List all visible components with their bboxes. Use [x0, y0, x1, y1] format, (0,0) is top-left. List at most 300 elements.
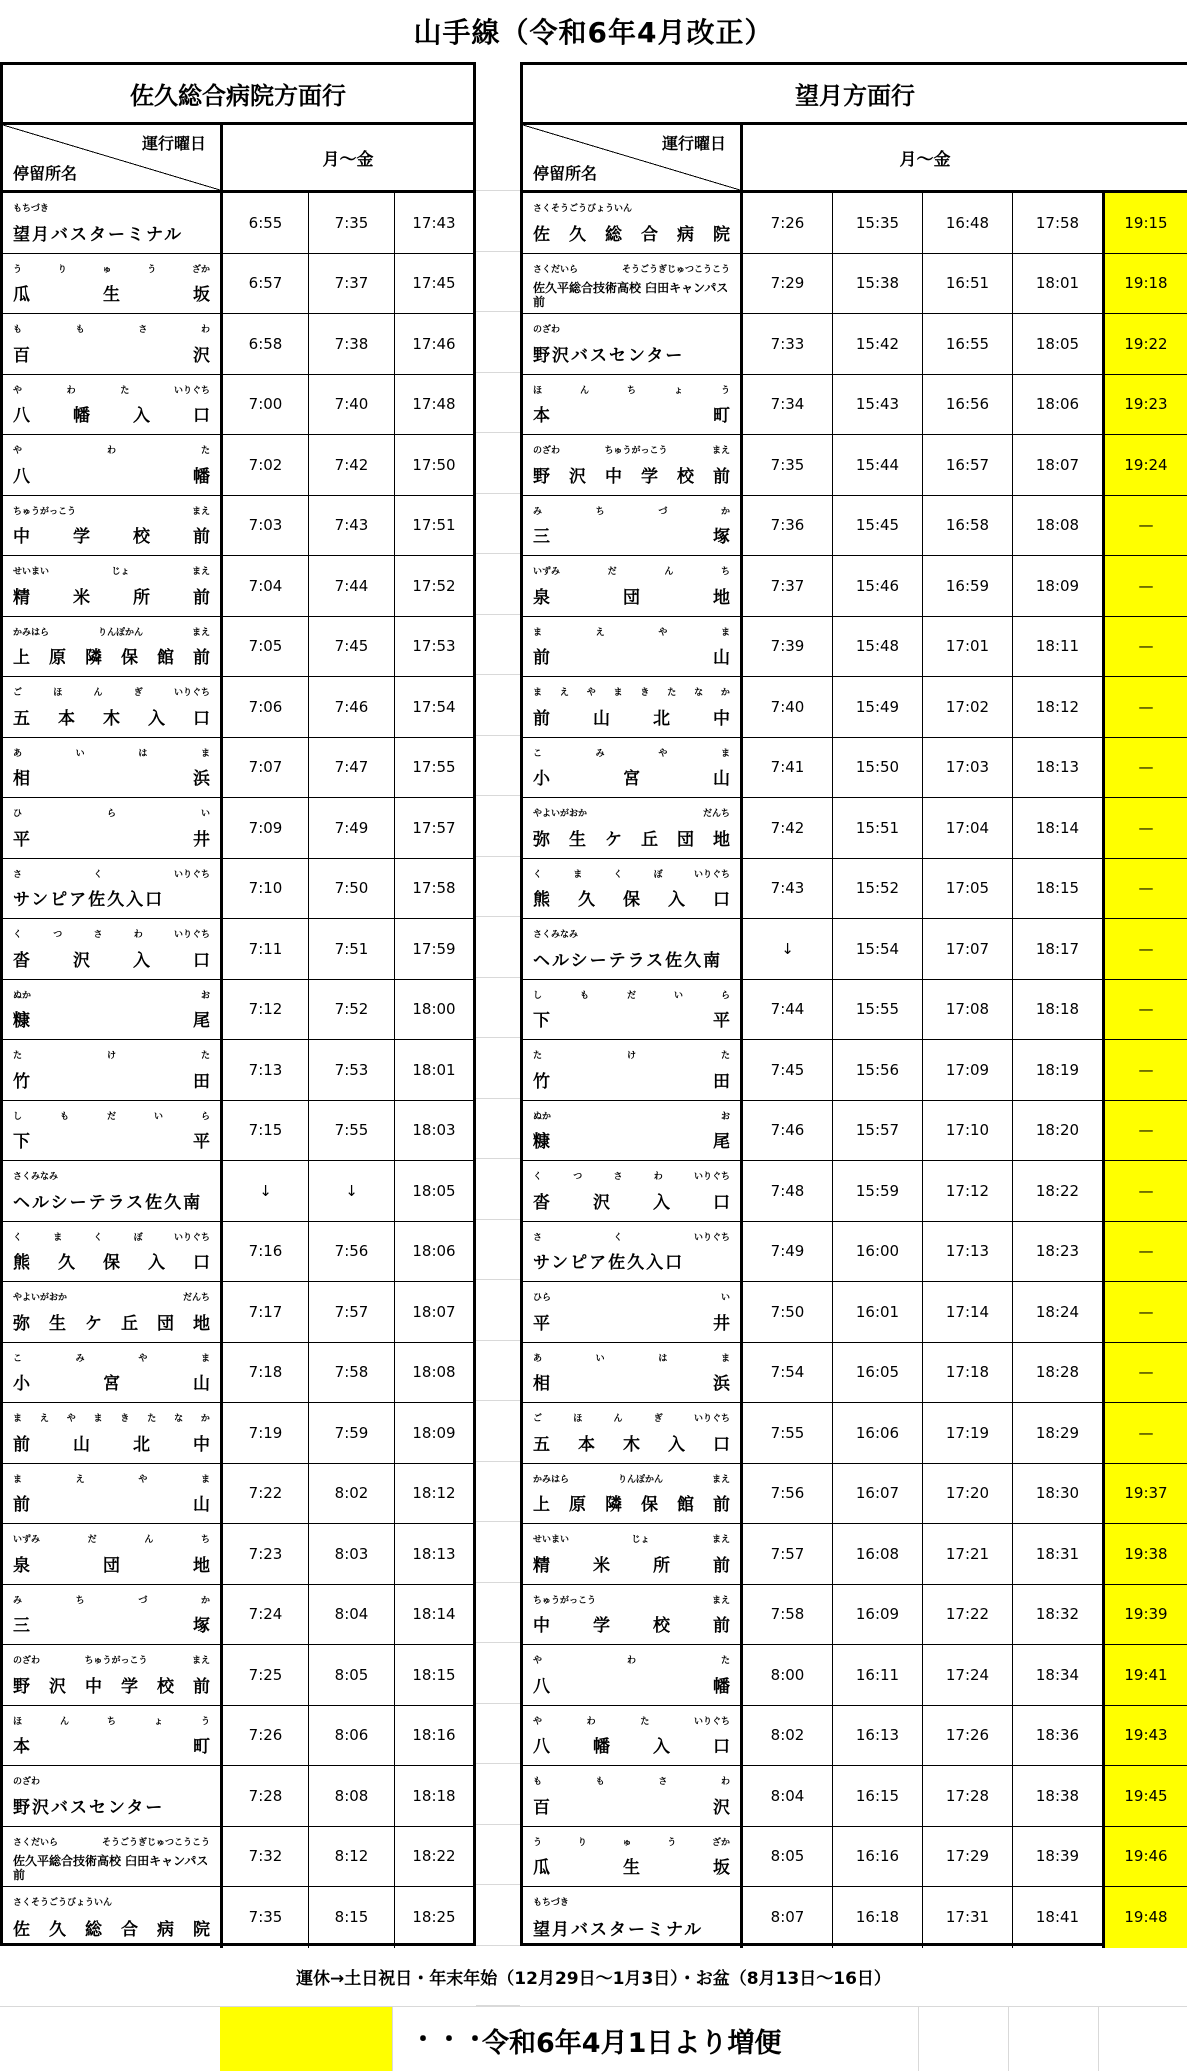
departure-time: 7:17: [223, 1282, 309, 1342]
table-row: [523, 435, 1187, 496]
stop-cell: [523, 1706, 743, 1766]
stop-reading: や わ た いりぐち: [13, 385, 210, 396]
stop-cell: [3, 375, 223, 435]
departure-time: 16:07: [833, 1464, 923, 1524]
departure-time: 18:07: [1013, 435, 1103, 495]
departure-time: 16:58: [923, 496, 1013, 556]
stop-name: 竹 田: [533, 1071, 730, 1092]
legend-text: 令和6年4月1日より増便: [482, 2028, 782, 2059]
stop-cell: [3, 254, 223, 314]
departure-time: 7:02: [223, 435, 309, 495]
departure-time: 17:43: [412, 213, 456, 232]
stop-cell: [3, 556, 223, 616]
departure-time: 15:57: [833, 1101, 923, 1161]
stop-reading: ご ほ ん ぎ いりぐち: [533, 1414, 730, 1424]
stop-cell: [3, 980, 223, 1040]
stop-reading: く ま く ぼ いりぐち: [13, 1232, 210, 1243]
stop-reading: や わ た いりぐち: [533, 1716, 730, 1727]
stop-reading: いずみ だ ん ち: [533, 567, 730, 577]
stop-reading: し も だ い ら: [13, 1111, 210, 1122]
table-row: [3, 1645, 473, 1706]
departure-time: 18:19: [1013, 1040, 1103, 1100]
table-row: [3, 1827, 473, 1888]
departure-time: 7:16: [223, 1222, 309, 1282]
table-row: [3, 980, 473, 1041]
stop-name: 中 学 校 前: [533, 1616, 730, 1636]
departure-time: 7:07: [223, 738, 309, 798]
departure-time: 8:02: [309, 1464, 395, 1524]
departure-time: 15:51: [833, 798, 923, 858]
departure-time: 18:22: [412, 1847, 456, 1866]
departure-time: 19:15: [1103, 193, 1187, 253]
stop-name: 精 米 所 前: [533, 1555, 730, 1576]
table-row: [3, 617, 473, 678]
table-row: [523, 677, 1187, 738]
corner-header: [3, 125, 223, 190]
stop-reading: ご ほ ん ぎ いりぐち: [13, 688, 210, 698]
departure-time: 18:15: [412, 1665, 456, 1684]
table-row: [523, 1222, 1187, 1283]
stop-reading: せいまい じょ まえ: [13, 567, 210, 577]
legend-dots: ・・・: [410, 2025, 489, 2055]
departure-time: 8:07: [743, 1887, 833, 1948]
stop-name: 竹 田: [13, 1071, 210, 1092]
panel-gap: [476, 62, 520, 1946]
stop-reading: ちゅうがっこう まえ: [533, 1595, 730, 1606]
stop-name: 上 原 隣 保 館 前: [533, 1495, 730, 1515]
highlight-swatch: [220, 2007, 392, 2071]
operating-days-label: 運行曜日: [141, 134, 206, 153]
departure-time: —: [1103, 1282, 1187, 1342]
stop-name: 三 塚: [533, 527, 730, 547]
departure-time: 16:13: [833, 1706, 923, 1766]
stop-name: 下 平: [533, 1011, 730, 1031]
departure-time: 19:45: [1103, 1766, 1187, 1826]
stop-cell: [523, 496, 743, 556]
stop-name: 平 井: [13, 829, 210, 850]
departure-time: 8:12: [309, 1827, 395, 1887]
stop-reading: み ち づ か: [533, 506, 730, 517]
table-row: [3, 1766, 473, 1827]
departure-time: 17:52: [412, 576, 456, 595]
stop-reading: さ く いりぐち: [533, 1232, 730, 1243]
departure-time: 16:08: [833, 1524, 923, 1584]
stop-cell: [3, 435, 223, 495]
table-row: [3, 556, 473, 617]
timetable-left: [0, 62, 476, 1946]
stop-cell: [3, 1282, 223, 1342]
column-header: [3, 125, 473, 193]
departure-time: 7:43: [309, 496, 395, 556]
stop-reading: のざわ ちゅうがっこう まえ: [13, 1656, 210, 1666]
departure-time: ↓: [309, 1161, 395, 1221]
stop-name: 前 山 北 中: [13, 1434, 210, 1455]
table-row: [3, 435, 473, 496]
departure-time: 7:56: [743, 1464, 833, 1524]
stop-cell: [3, 1403, 223, 1463]
stop-cell: [3, 1464, 223, 1524]
stop-name: 沓 沢 入 口: [13, 950, 210, 971]
departure-time: 18:06: [412, 1242, 456, 1261]
stop-cell: [523, 1040, 743, 1100]
departure-time: 7:46: [743, 1101, 833, 1161]
departure-time: 16:59: [923, 556, 1013, 616]
departure-time: 7:43: [743, 859, 833, 919]
departure-time: 18:34: [1013, 1645, 1103, 1705]
stop-name: 泉 団 地: [533, 587, 730, 608]
departure-time: 7:19: [223, 1403, 309, 1463]
stop-name: 望月バスターミナル: [13, 224, 184, 245]
departure-time: 6:58: [223, 314, 309, 374]
stop-cell: [3, 496, 223, 556]
departure-time: 19:38: [1103, 1524, 1187, 1584]
stop-cell: [523, 677, 743, 737]
departure-time: 19:18: [1103, 254, 1187, 314]
departure-time: 16:11: [833, 1645, 923, 1705]
stop-reading: ま え や ま: [533, 627, 730, 638]
departure-time: 7:33: [743, 314, 833, 374]
timetable-right: [520, 62, 1187, 1946]
departure-time: 18:08: [1013, 496, 1103, 556]
table-row: [523, 980, 1187, 1041]
departure-time: 17:57: [412, 818, 456, 837]
departure-time: 17:51: [412, 516, 456, 535]
departure-time: 7:32: [223, 1827, 309, 1887]
stop-cell: [523, 314, 743, 374]
stop-reading: のざわ: [533, 325, 561, 335]
departure-time: 7:37: [743, 556, 833, 616]
departure-time: 17:07: [923, 919, 1013, 979]
table-row: [3, 1524, 473, 1585]
departure-time: 17:18: [923, 1343, 1013, 1403]
stop-name: 相 浜: [13, 769, 210, 789]
departure-time: —: [1103, 980, 1187, 1040]
stop-reading: さくみなみ: [13, 1172, 59, 1182]
departure-time: 18:03: [412, 1121, 456, 1140]
departure-time: 17:54: [412, 697, 456, 716]
stop-reading: さくだいら そうごうぎじゅつこうこう: [533, 264, 730, 275]
row-list: [523, 193, 1187, 1948]
stop-name: 平 井: [533, 1313, 730, 1334]
stop-cell: [523, 1282, 743, 1342]
stop-name: 三 塚: [13, 1616, 210, 1636]
stop-reading: かみはら りんぽかん まえ: [13, 627, 210, 638]
departure-time: 16:00: [833, 1222, 923, 1282]
stop-cell: [523, 980, 743, 1040]
departure-time: 7:52: [309, 980, 395, 1040]
stop-cell: [3, 314, 223, 374]
table-row: [3, 1343, 473, 1404]
stop-name: 精 米 所 前: [13, 587, 210, 608]
stop-reading: ほ ん ち ょ う: [13, 1716, 210, 1727]
departure-time: 17:20: [923, 1464, 1013, 1524]
stop-reading: ま え や ま き た な か: [533, 688, 730, 698]
table-row: [523, 859, 1187, 920]
departure-time: 15:46: [833, 556, 923, 616]
stop-name: 本 町: [13, 1737, 210, 1757]
stop-reading: く つ さ わ いりぐち: [533, 1172, 730, 1182]
direction-heading: 望月方面行: [523, 65, 1187, 125]
operating-days-label: 運行曜日: [661, 134, 726, 153]
departure-time: —: [1103, 1403, 1187, 1463]
departure-time: 7:05: [223, 617, 309, 677]
stop-reading: のざわ: [13, 1777, 41, 1787]
stop-cell: [523, 1827, 743, 1887]
departure-time: 18:06: [1013, 375, 1103, 435]
departure-time: 15:38: [833, 254, 923, 314]
stop-cell: [523, 435, 743, 495]
departure-time: ↓: [743, 919, 833, 979]
days-label: 月～金: [322, 150, 374, 170]
departure-time: 7:15: [223, 1101, 309, 1161]
departure-time: 18:08: [412, 1363, 456, 1382]
stop-reading: ちゅうがっこう まえ: [13, 506, 210, 517]
stop-cell: [523, 193, 743, 253]
table-row: [3, 738, 473, 799]
table-row: [3, 1464, 473, 1525]
stop-cell: [3, 1887, 223, 1948]
departure-time: 16:01: [833, 1282, 923, 1342]
departure-time: 17:03: [923, 738, 1013, 798]
stop-name: 佐久平総合技術高校 臼田キャンパス前: [533, 281, 729, 309]
departure-time: 15:54: [833, 919, 923, 979]
stop-cell: [523, 1524, 743, 1584]
departure-time: 19:23: [1103, 375, 1187, 435]
table-row: [523, 556, 1187, 617]
stop-name: 佐久平総合技術高校 臼田キャンパス前: [13, 1854, 209, 1882]
stop-reading: や わ た: [533, 1656, 730, 1666]
stop-name: 本 町: [533, 406, 730, 426]
departure-time: 7:23: [223, 1524, 309, 1584]
stop-reading: う り ゅ う ざか: [533, 1837, 730, 1848]
table-row: [3, 1101, 473, 1162]
stop-reading: く ま く ぼ いりぐち: [533, 869, 730, 880]
stop-cell: [3, 193, 223, 253]
stop-name: 糠 尾: [13, 1011, 210, 1031]
stop-reading: み ち づ か: [13, 1595, 210, 1606]
stop-name: 瓜 生 坂: [533, 1858, 730, 1878]
departure-time: 18:38: [1013, 1766, 1103, 1826]
stop-reading: ぬか お: [13, 990, 210, 1001]
departure-time: 17:45: [412, 274, 456, 293]
table-row: [523, 1403, 1187, 1464]
departure-time: 7:57: [309, 1282, 395, 1342]
departure-time: 16:57: [923, 435, 1013, 495]
table-row: [523, 375, 1187, 436]
departure-time: 7:50: [743, 1282, 833, 1342]
table-row: [3, 919, 473, 980]
departure-time: 17:01: [923, 617, 1013, 677]
departure-time: —: [1103, 677, 1187, 737]
table-row: [523, 1827, 1187, 1888]
stop-name: 野沢バスセンター: [533, 345, 685, 366]
departure-time: 16:15: [833, 1766, 923, 1826]
stop-name: 上 原 隣 保 館 前: [13, 648, 210, 668]
departure-time: 17:22: [923, 1585, 1013, 1645]
stop-name: 沓 沢 入 口: [533, 1192, 730, 1213]
departure-time: 7:54: [743, 1343, 833, 1403]
stop-cell: [3, 1766, 223, 1826]
departure-time: 7:03: [223, 496, 309, 556]
departure-time: 18:07: [412, 1302, 456, 1321]
stop-cell: [523, 1161, 743, 1221]
departure-time: 7:25: [223, 1645, 309, 1705]
departure-time: 15:56: [833, 1040, 923, 1100]
departure-time: 18:12: [412, 1484, 456, 1503]
departure-time: 16:56: [923, 375, 1013, 435]
departure-time: 7:35: [223, 1887, 309, 1948]
table-row: [3, 1222, 473, 1283]
table-row: [3, 375, 473, 436]
stop-cell: [3, 859, 223, 919]
table-row: [3, 798, 473, 859]
departure-time: 15:49: [833, 677, 923, 737]
departure-time: 6:57: [223, 254, 309, 314]
departure-time: 7:42: [743, 798, 833, 858]
departure-time: 18:29: [1013, 1403, 1103, 1463]
departure-time: 7:42: [309, 435, 395, 495]
stop-reading: あ い は ま: [533, 1353, 730, 1364]
stop-cell: [523, 375, 743, 435]
table-row: [523, 1161, 1187, 1222]
stop-reading: た け た: [533, 1051, 730, 1061]
stop-name: 佐 久 総 合 病 院: [13, 1919, 210, 1940]
departure-time: 19:37: [1103, 1464, 1187, 1524]
departure-time: 17:59: [412, 939, 456, 958]
departure-time: 18:13: [1013, 738, 1103, 798]
departure-time: 7:58: [743, 1585, 833, 1645]
departure-time: 18:41: [1013, 1887, 1103, 1948]
departure-time: 18:30: [1013, 1464, 1103, 1524]
departure-time: 18:28: [1013, 1343, 1103, 1403]
stop-cell: [523, 1464, 743, 1524]
departure-time: ↓: [223, 1161, 309, 1221]
departure-time: 7:47: [309, 738, 395, 798]
stop-name: 前 山: [13, 1495, 210, 1515]
table-row: [3, 1585, 473, 1646]
stop-name: 望月バスターミナル: [533, 1919, 704, 1940]
departure-time: 8:15: [309, 1887, 395, 1948]
stop-cell: [523, 1343, 743, 1403]
stop-reading: さくそうごうびょういん: [533, 204, 633, 214]
stop-cell: [3, 1101, 223, 1161]
stop-name: ヘルシーテラス佐久南: [13, 1192, 203, 1213]
stop-cell: [523, 556, 743, 616]
stop-reading: ひ ら い: [13, 809, 210, 819]
stop-cell: [523, 617, 743, 677]
departure-time: 18:24: [1013, 1282, 1103, 1342]
departure-time: 17:48: [412, 395, 456, 414]
departure-time: 8:06: [309, 1706, 395, 1766]
departure-time: 16:18: [833, 1887, 923, 1948]
stop-name: 百 沢: [13, 345, 210, 366]
departure-time: 18:18: [1013, 980, 1103, 1040]
stop-cell: [523, 919, 743, 979]
departure-time: 18:18: [412, 1786, 456, 1805]
departure-time: 7:37: [309, 254, 395, 314]
stop-name: 弥 生 ケ 丘 団 地: [533, 829, 730, 850]
stop-reading: かみはら りんぽかん まえ: [533, 1474, 730, 1485]
departure-time: 15:35: [833, 193, 923, 253]
departure-time: 7:29: [743, 254, 833, 314]
departure-time: —: [1103, 1161, 1187, 1221]
departure-time: 7:57: [743, 1524, 833, 1584]
table-row: [3, 1161, 473, 1222]
departure-time: 7:40: [743, 677, 833, 737]
departure-time: 18:15: [1013, 859, 1103, 919]
departure-time: 16:48: [923, 193, 1013, 253]
stop-cell: [523, 1222, 743, 1282]
page-title: 山手線（令和6年4月改正）: [0, 0, 1187, 64]
departure-time: 17:31: [923, 1887, 1013, 1948]
departure-time: —: [1103, 1040, 1187, 1100]
departure-time: 17:04: [923, 798, 1013, 858]
stop-cell: [3, 1706, 223, 1766]
departure-time: 19:22: [1103, 314, 1187, 374]
stop-name: 小 宮 山: [13, 1374, 210, 1394]
departure-time: 7:59: [309, 1403, 395, 1463]
stop-reading: や わ た: [13, 446, 210, 456]
table-row: [3, 254, 473, 315]
departure-time: 18:09: [1013, 556, 1103, 616]
suspension-note: 運休→土日祝日・年末年始（12月29日～1月3日）・お盆（8月13日～16日）: [0, 1946, 1187, 2007]
departure-time: 7:24: [223, 1585, 309, 1645]
stop-name: 中 学 校 前: [13, 527, 210, 547]
table-row: [523, 1766, 1187, 1827]
departure-time: 7:46: [309, 677, 395, 737]
departure-time: 18:14: [412, 1605, 456, 1624]
departure-time: 17:19: [923, 1403, 1013, 1463]
stop-cell: [3, 1585, 223, 1645]
stop-cell: [523, 1585, 743, 1645]
departure-time: 7:39: [743, 617, 833, 677]
departure-time: 16:55: [923, 314, 1013, 374]
stop-reading: さくみなみ: [533, 930, 579, 940]
departure-time: 17:29: [923, 1827, 1013, 1887]
stop-reading: やよいがおか だんち: [533, 809, 730, 819]
departure-time: —: [1103, 798, 1187, 858]
stop-reading: ほ ん ち ょ う: [533, 385, 730, 396]
stop-name: 弥 生 ケ 丘 団 地: [13, 1313, 210, 1334]
table-row: [3, 314, 473, 375]
departure-time: 18:12: [1013, 677, 1103, 737]
stop-reading: く つ さ わ いりぐち: [13, 930, 210, 940]
departure-time: 16:09: [833, 1585, 923, 1645]
departure-time: 7:00: [223, 375, 309, 435]
departure-time: 7:48: [743, 1161, 833, 1221]
stop-name: 前 山 北 中: [533, 708, 730, 729]
departure-time: 15:43: [833, 375, 923, 435]
table-row: [3, 496, 473, 557]
departure-time: 7:40: [309, 375, 395, 435]
departure-time: 17:53: [412, 637, 456, 656]
stop-name: 瓜 生 坂: [13, 285, 210, 305]
stop-name: 野 沢 中 学 校 前: [533, 466, 730, 487]
stop-reading: さくだいら そうごうぎじゅつこうこう: [13, 1837, 210, 1848]
departure-time: 7:44: [309, 556, 395, 616]
table-row: [523, 254, 1187, 315]
departure-time: 18:22: [1013, 1161, 1103, 1221]
column-header: [523, 125, 1187, 193]
departure-time: 17:50: [412, 455, 456, 474]
legend: [0, 2007, 1187, 2071]
departure-time: 17:21: [923, 1524, 1013, 1584]
table-row: [523, 1524, 1187, 1585]
departure-time: 8:05: [309, 1645, 395, 1705]
stop-cell: [523, 1101, 743, 1161]
departure-time: 18:14: [1013, 798, 1103, 858]
stop-cell: [3, 1161, 223, 1221]
